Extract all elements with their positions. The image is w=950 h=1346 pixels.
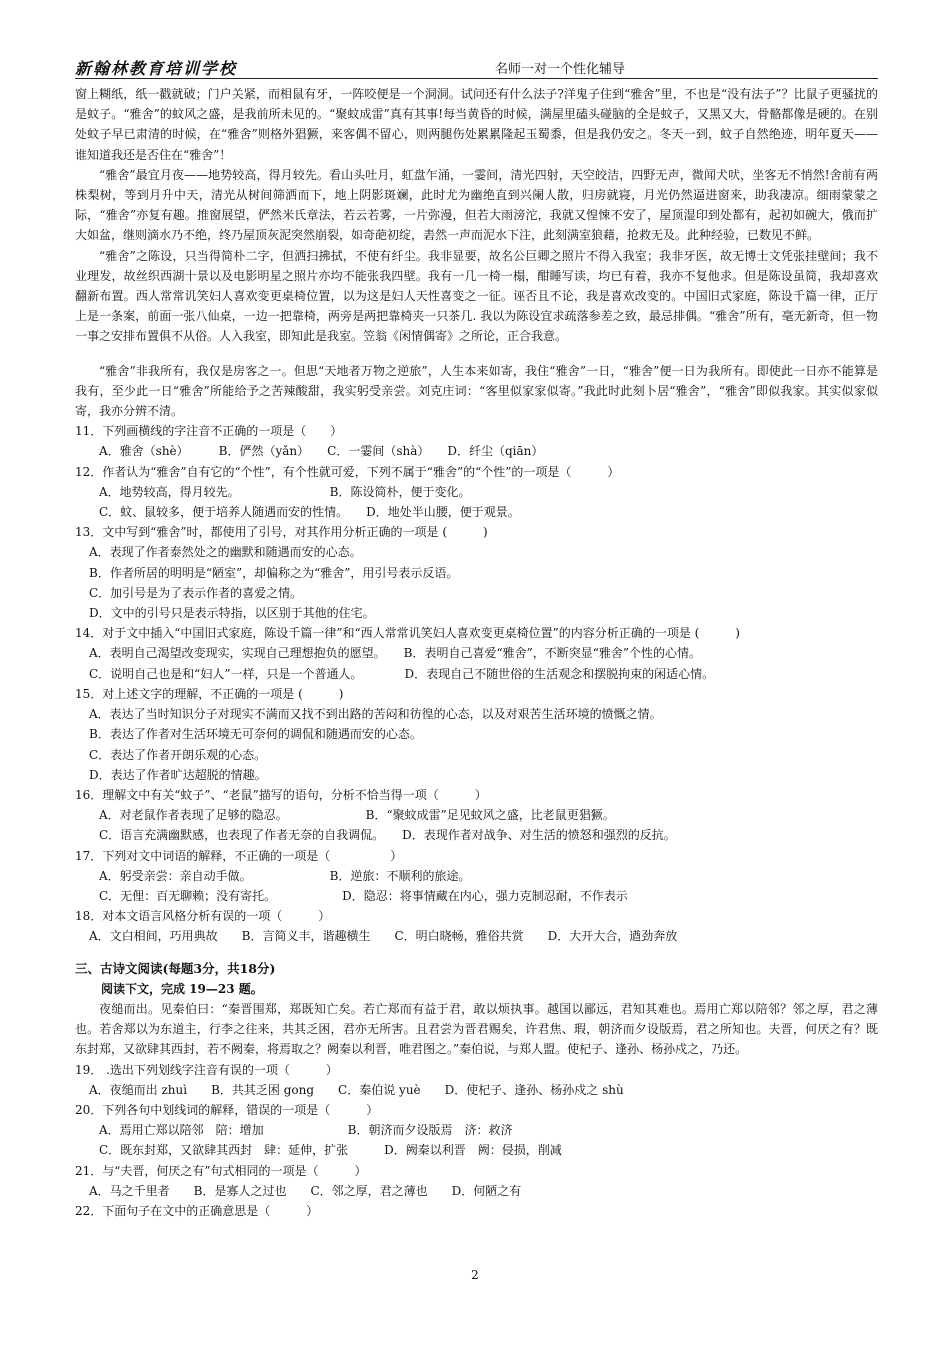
answer-options-row: A．表明自己渴望改变现实，实现自己理想抱负的愿望。 B．表明自己喜爱“雅舍”，不断突显“雅舍”个性的心情。 — [89, 646, 702, 661]
passage-paragraph: “雅舍”非我所有，我仅是房客之一。但思“天地者万物之逆旅”，人生本来如寄，我住“雅舍”一日，“雅舍”便一日为我所有。即使此一日亦不能算是我有，至少此一日“雅舍”所能给予之苦辣酸甜，我实躬受亲尝。刘克庄词：“客里似家家似寄。”我此时此刻卜居“雅舍”，“雅舍”即似我家。其实似家似寄，我亦分辨不清。 — [75, 363, 878, 419]
header-tagline: 名师一对一个性化辅导 — [495, 62, 626, 77]
question-stem: 13．文中写到“雅舍”时，都使用了引号，对其作用分析正确的一项是 ( ) — [75, 525, 488, 540]
question-stem: 20．下列各句中划线词的解释，错误的一项是（ ） — [75, 1102, 379, 1117]
answer-options-row: A．文白相间，巧用典故 B．言简义丰，谐趣横生 C．明白晓畅，雅俗共赏 D．大开大合，遒劲奔放 — [89, 929, 678, 944]
answer-options-row: A．马之千里者 B．是寡人之过也 C．邻之厚，君之薄也 D．何陋之有 — [89, 1183, 522, 1198]
answer-options-row: B．作者所居的明明是“陋室”，却偏称之为“雅舍”，用引号表示反语。 — [89, 565, 459, 580]
section-instruction: 阅读下文，完成 19—23 题。 — [101, 981, 263, 996]
answer-options-row: A．夜缒而出 zhuì B．共其乏困 gong C．秦伯说 yuè D．使杞子、逢孙、杨孙戍之 shù — [89, 1082, 624, 1097]
answer-options-row: C．表达了作者开朗乐观的心态。 — [89, 747, 267, 762]
question-list-classical — [75, 1060, 878, 1222]
answer-options-row: C．蚊、鼠较多，便于培养人随遇而安的性情。 D．地处半山腰，便于观景。 — [99, 505, 520, 520]
page-content — [75, 84, 878, 1221]
passage-paragraph: “雅舍”之陈设，只当得简朴二字，但洒扫拂拭，不使有纤尘。我非显要，故名公巨卿之照片不得入我室；我非牙医，故无博士文凭张挂壁间；我不业理发，故丝织西湖十景以及电影明星之照片亦均不能张我四壁。我有一几一椅一榻，酣睡写读，均已有着，我亦不复他求。但是陈设虽简，我却喜欢翻新布置。西人常常讥笑妇人喜欢变更桌椅位置，以为这是妇人天性喜变之一征。诬否且不论，我是喜欢改变的。中国旧式家庭，陈设千篇一律，正厅上是一条案，前面一张八仙桌，一边一把靠椅，两旁是两把靠椅夹一只茶几. 我以为陈设宜求疏落参差之致，最忌排偶。“雅舍”所有，毫无新奇，但一物一事之安排布置俱不从俗。人入我室，即知此是我室。笠翁《闲情偶寄》之所论，正合我意。 — [75, 248, 878, 344]
answer-options-row: A．雅舍（shè） B．俨然（yǎn） C．一霎间（shà） D．纤尘（qiān） — [99, 444, 544, 459]
page-number: 2 — [471, 1268, 479, 1282]
question-stem: 11．下列画横线的字注音不正确的一项是（ ） — [75, 424, 343, 439]
answer-options-row: C．无俚：百无聊赖；没有寄托。 D．隐忍：将事情藏在内心，强力克制忍耐，不作表示 — [99, 888, 628, 903]
question-stem: 17．下列对文中词语的解释，不正确的一项是（ ） — [75, 848, 403, 863]
question-stem: 19． .选出下列划线字注音有误的一项（ ） — [75, 1062, 338, 1077]
question-stem: 18．对本文语言风格分析有误的一项（ ） — [75, 909, 331, 924]
passage-paragraph: “雅舍”最宜月夜——地势较高，得月较先。看山头吐月，虹盘乍涌，一霎间，清光四射，天空皎洁，四野无声，微闻犬吠，坐客无不悄然!舍前有两株梨树，等到月升中天，清光从树间筛洒而下，地上阴影斑斓，此时尤为幽绝直到兴阑人散，归房就寝，月光仍然逼进窗来，助我凄凉。细雨蒙蒙之际，“雅舍”亦复有趣。推窗展望，俨然米氏章法，若云若雾，一片弥漫，但若大雨滂沱，我就又惶悚不安了，屋顶湿印到处都有，起初如碗大，俄而扩大如盆，继则滴水乃不绝，终乃屋顶灰泥突然崩裂，如奇葩初绽，砉然一声而泥水下注，此刻满室狼藉，抢救无及。此种经验，已数见不鲜。 — [75, 167, 878, 243]
question-stem: 12．作者认为“雅舍”自有它的“个性”，有个性就可爱，下列不属于“雅舍”的“个性”的一项是（ ） — [75, 464, 620, 479]
answer-options-row: D．文中的引号只是表示特指，以区别于其他的住宅。 — [89, 606, 375, 621]
answer-options-row: D．表达了作者旷达超脱的情趣。 — [89, 767, 267, 782]
question-stem: 14．对于文中插入“中国旧式家庭，陈设千篇一律”和“西人常常讥笑妇人喜欢变更桌椅位置”的内容分析正确的一项是 ( ) — [75, 626, 740, 641]
answer-options-row: C．加引号是为了表示作者的喜爱之情。 — [89, 585, 303, 600]
answer-options-row: C．既东封郑，又欲肆其西封 肆：延伸，扩张 D．阙秦以利晋 阙：侵损，削减 — [99, 1143, 562, 1158]
answer-options-row: A．躬受亲尝：亲自动手做。 B．逆旅：不顺利的旅途。 — [99, 868, 471, 883]
answer-options-row: A．表现了作者泰然处之的幽默和随遇而安的心态。 — [89, 545, 362, 560]
answer-options-row: A．焉用亡郑以陪邻 陪：增加 B．朝济而夕设版焉 济：救济 — [99, 1123, 513, 1138]
answer-options-row: B．表达了作者对生活环境无可奈何的调侃和随遇而安的心态。 — [89, 727, 422, 742]
page-header — [75, 56, 878, 79]
section-title: 三、古诗文阅读(每题3分，共18分) — [75, 960, 276, 976]
answer-options-row: C．语言充满幽默感，也表现了作者无奈的自我调侃。 D．表现作者对战争、对生活的愤怒和强烈的反抗。 — [99, 828, 676, 843]
classical-passage: 夜缒而出。见秦伯曰：“秦晋围郑，郑既知亡矣。若亡郑而有益于君，敢以烦执事。越国以鄙远，君知其难也。焉用亡郑以陪邻？邻之厚，君之薄也。若舍郑以为东道主，行李之往来，共其乏困，君亦无所害。且君尝为晋君赐矣，许君焦、瑕，朝济而夕设版焉，君之所知也。夫晋，何厌之有？既东封郑，又欲肆其西封，若不阙秦，将焉取之？阙秦以利晋，唯君图之。”秦伯说，与郑人盟。使杞子、逢孙、杨孙戍之，乃还。 — [75, 1001, 878, 1057]
school-name: 新翰林教育培训学校 — [75, 59, 238, 78]
question-stem: 21．与“夫晋，何厌之有”句式相同的一项是（ ） — [75, 1163, 367, 1178]
answer-options-row: A．对老鼠作者表现了足够的隐忍。 B．“聚蚊成雷”足见蚊风之盛，比老鼠更猖獗。 — [99, 808, 615, 823]
question-stem: 15．对上述文字的理解，不正确的一项是 ( ) — [75, 686, 344, 701]
answer-options-row: A．表达了当时知识分子对现实不满而又找不到出路的苦闷和彷徨的心态，以及对艰苦生活环境的愤慨之情。 — [89, 707, 662, 722]
answer-options-row: A．地势较高，得月较先。 B．陈设简朴，便于变化。 — [99, 484, 471, 499]
answer-options-row: C．说明自己也是和“妇人”一样，只是一个普通人。 D．表现自己不随世俗的生活观念和摆脱拘束的闲适心情。 — [89, 666, 715, 681]
question-stem: 22．下面句子在文中的正确意思是（ ） — [75, 1203, 319, 1218]
passage-paragraph: 窗上糊纸，纸一戳就破；门户关紧，而相鼠有牙，一阵咬便是一个洞洞。试问还有什么法子?洋鬼子住到“雅舍”里，不也是“没有法子”？比鼠子更骚扰的是蚊子。“雅舍”的蚊风之盛，是我前所未见的。“聚蚊成雷”真有其事!每当黄昏的时候，满屋里磕头碰脑的全是蚊子，又黑又大，骨骼都像是硬的。在别处蚊子早已肃清的时候，在“雅舍”则格外猖獗，来客偶不留心，则两腿伤处累累隆起玉蜀黍，但是我仍安之。冬天一到，蚊子自然绝迹，明年夏天——谁知道我还是否住在“雅舍”！ — [75, 87, 878, 162]
question-list — [75, 421, 878, 946]
question-stem: 16．理解文中有关“蚊子”、“老鼠”描写的语句，分析不恰当得一项（ ） — [75, 787, 487, 802]
